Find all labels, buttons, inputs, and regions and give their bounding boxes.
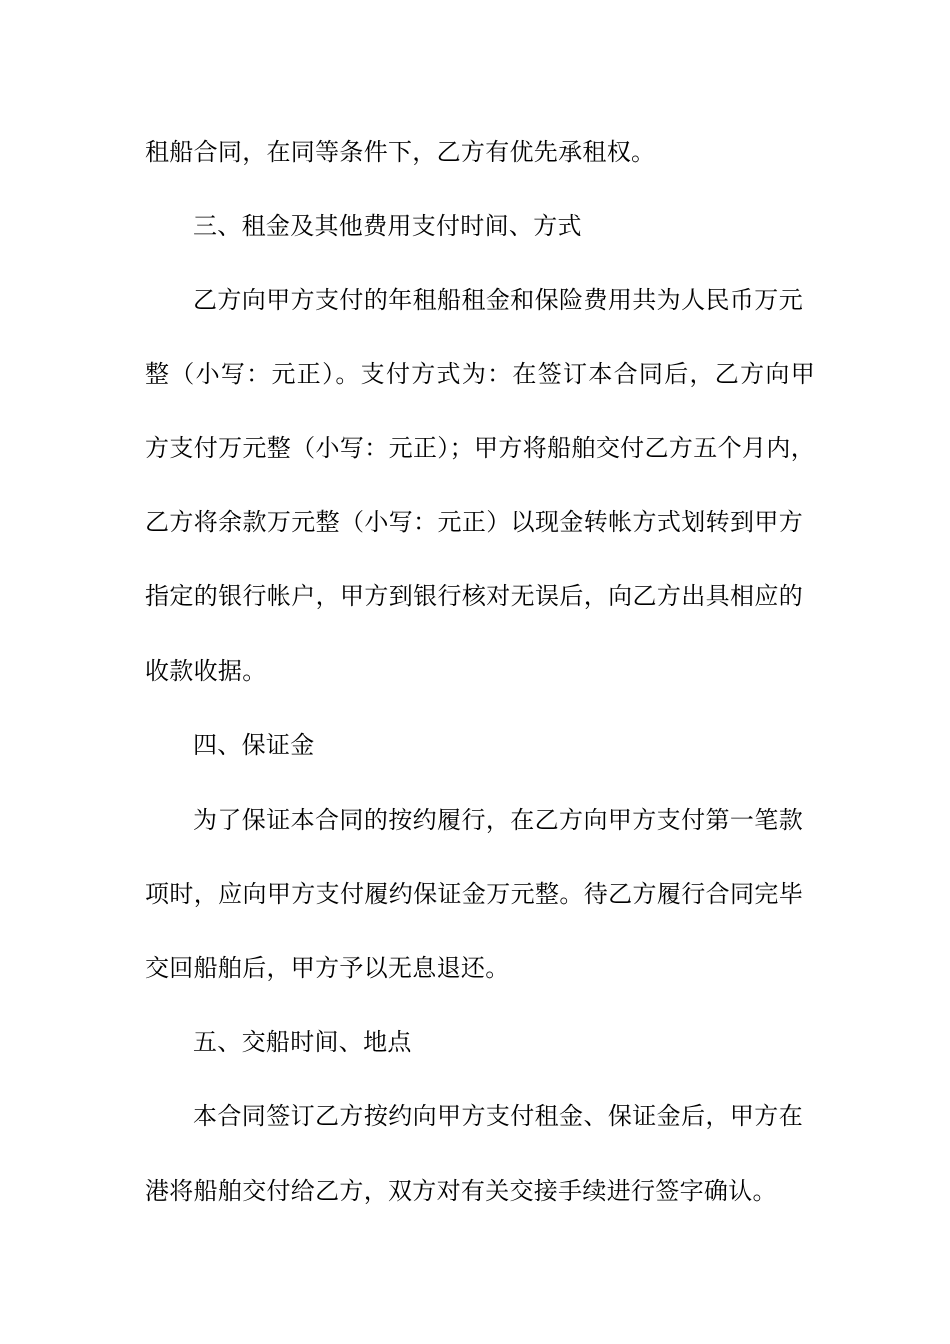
- paragraph-line: 方支付万元整（小写：元正）；甲方将船舶交付乙方五个月内，: [145, 434, 815, 462]
- paragraph-line: 指定的银行帐户，甲方到银行核对无误后，向乙方出具相应的: [145, 582, 803, 610]
- section-heading-rent-payment: 三、租金及其他费用支付时间、方式: [193, 212, 582, 240]
- paragraph-continuation: 租船合同，在同等条件下，乙方有优先承租权。: [145, 138, 656, 166]
- paragraph-line: 项时，应向甲方支付履约保证金万元整。待乙方履行合同完毕: [145, 880, 803, 908]
- paragraph-line: 整（小写：元正）。支付方式为：在签订本合同后，乙方向甲: [145, 360, 815, 388]
- paragraph-line: 乙方将余款万元整（小写：元正）以现金转帐方式划转到甲方: [145, 508, 803, 536]
- paragraph-line: 港将船舶交付给乙方，双方对有关交接手续进行签字确认。: [145, 1177, 777, 1205]
- paragraph-line: 为了保证本合同的按约履行，在乙方向甲方支付第一笔款: [193, 806, 803, 834]
- paragraph-line: 乙方向甲方支付的年租船租金和保险费用共为人民币万元: [193, 286, 803, 314]
- section-heading-delivery: 五、交船时间、地点: [193, 1028, 412, 1056]
- section-heading-deposit: 四、保证金: [193, 731, 315, 759]
- paragraph-line: 交回船舶后，甲方予以无息退还。: [145, 954, 510, 982]
- paragraph-line: 本合同签订乙方按约向甲方支付租金、保证金后，甲方在: [193, 1102, 803, 1130]
- paragraph-line: 收款收据。: [145, 657, 267, 685]
